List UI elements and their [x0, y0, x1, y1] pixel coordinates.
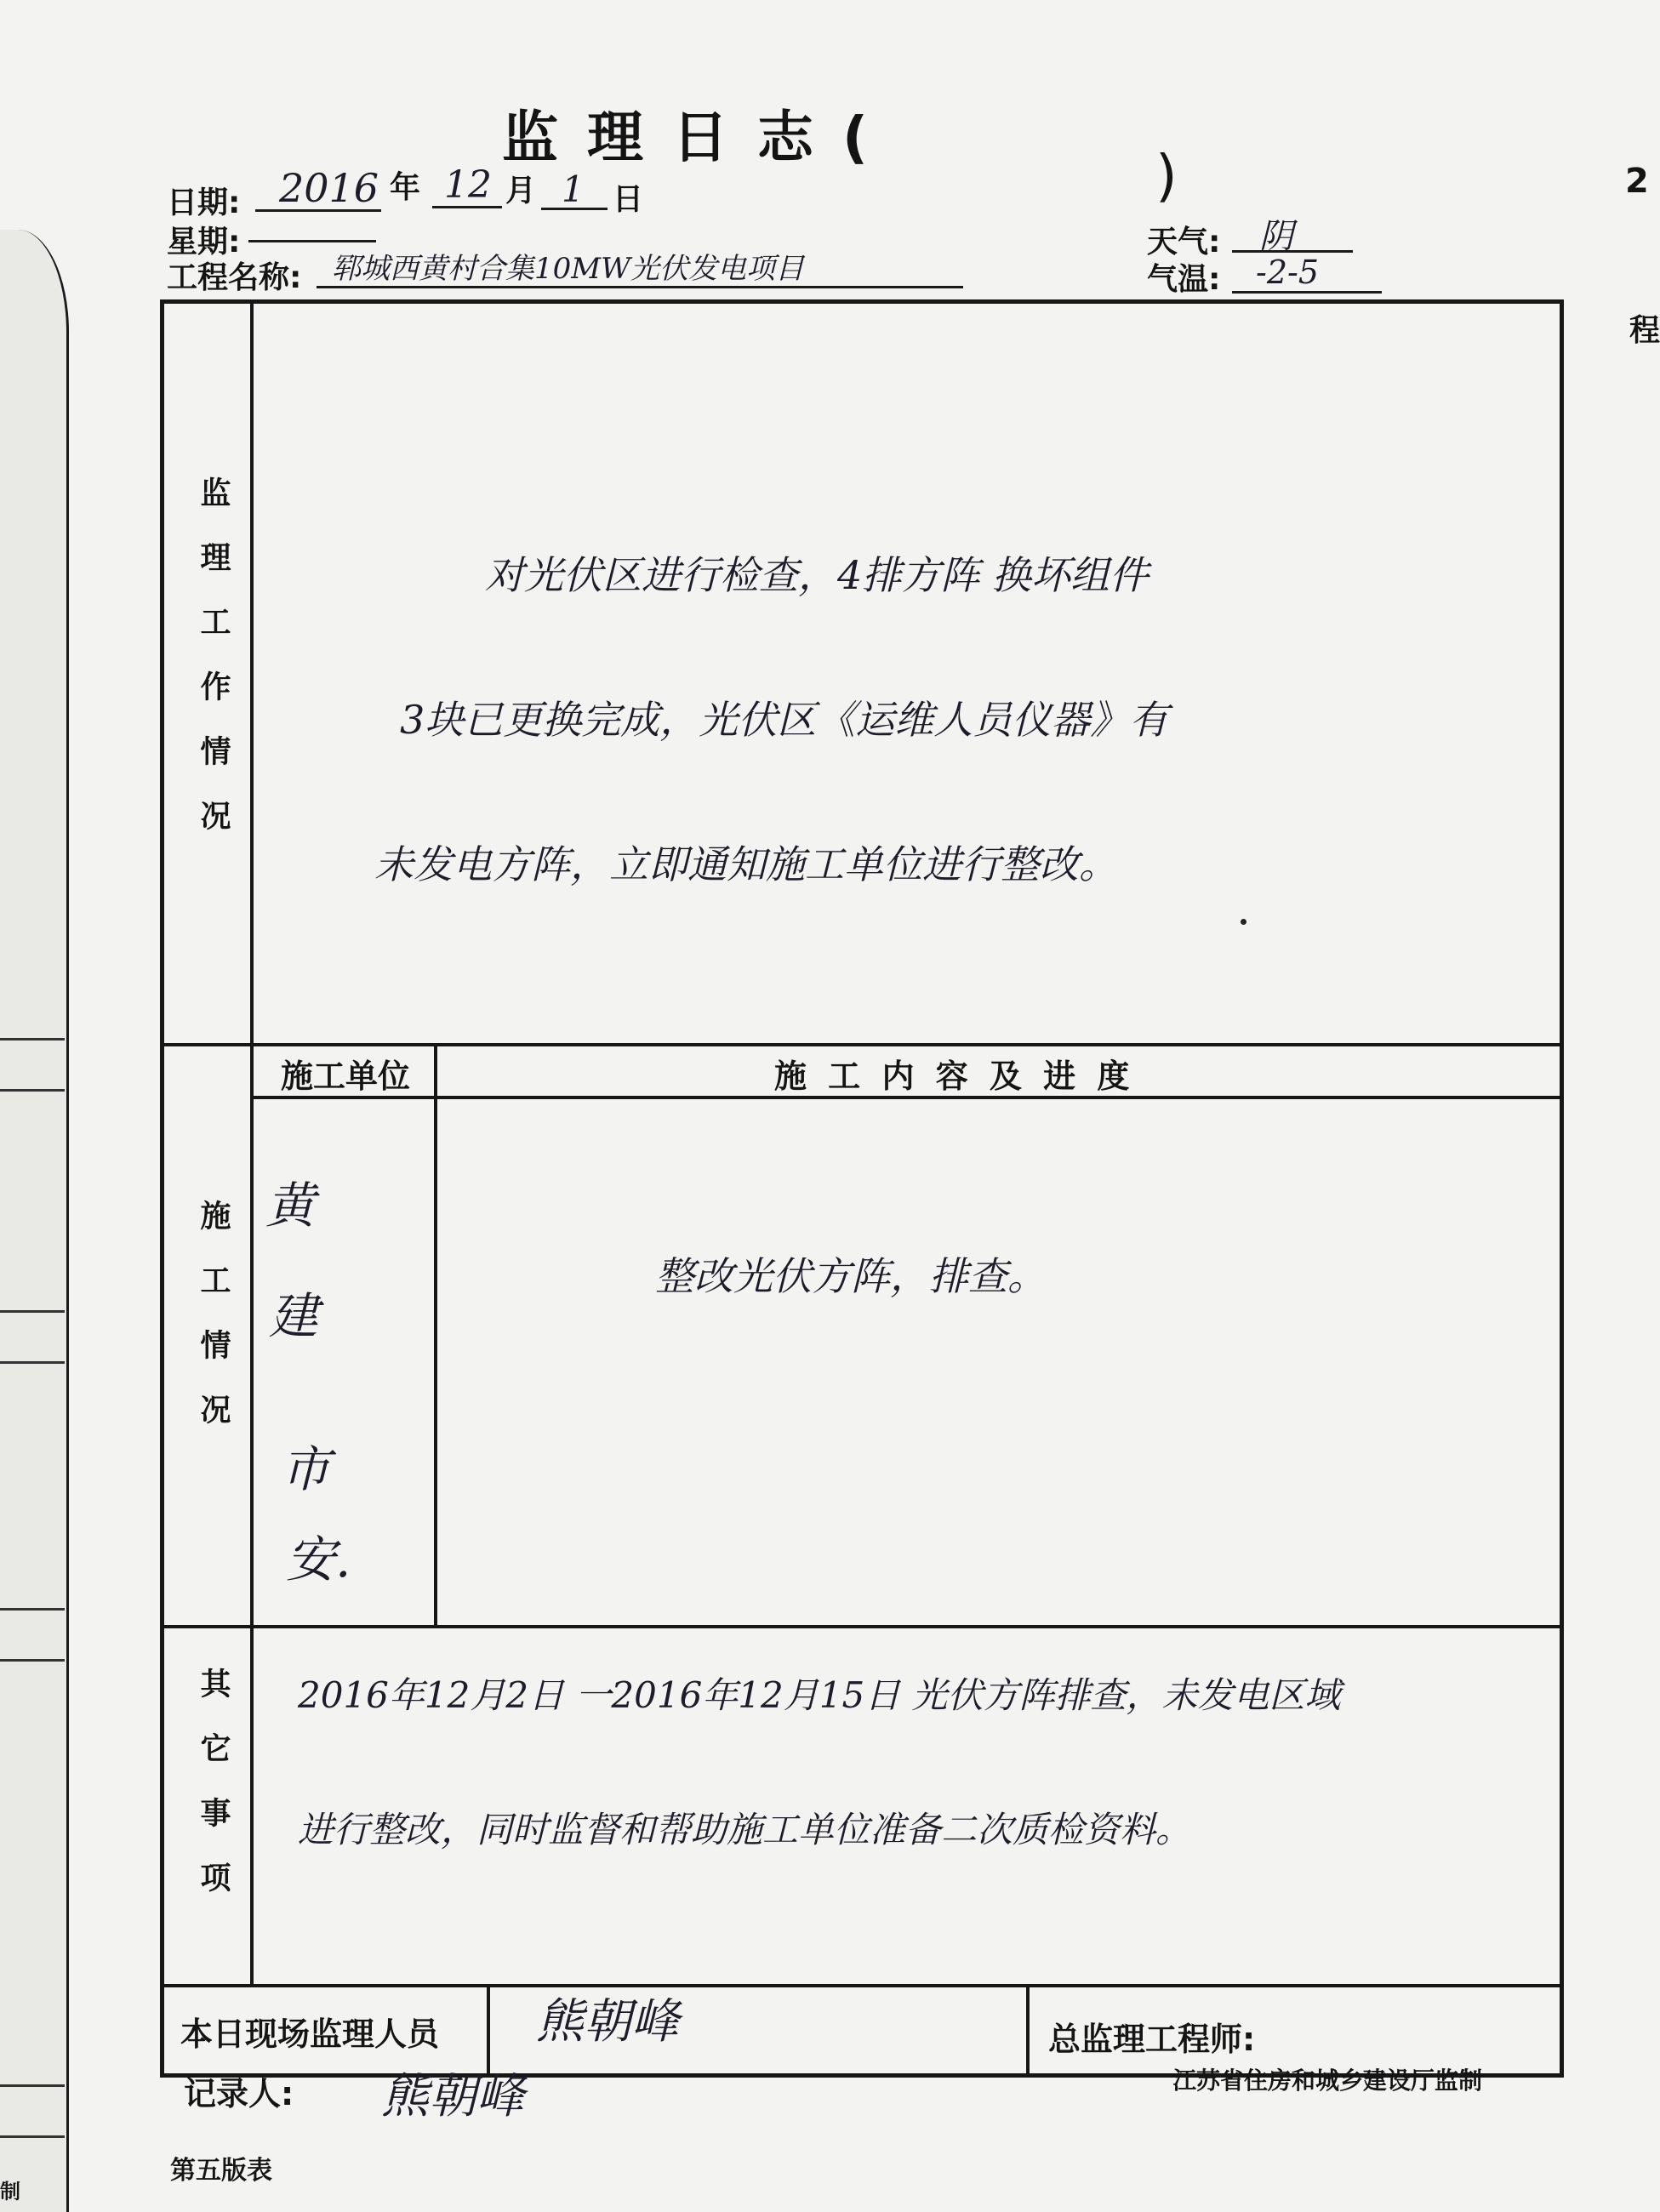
edition-label: 第五版表: [170, 2156, 272, 2186]
temperature-field: [1232, 254, 1382, 294]
date-year-field: [255, 165, 381, 212]
project-label: 工程名称:: [167, 260, 302, 295]
construction-unit-char: 安.: [286, 1531, 351, 1588]
recorder-signature: 熊朝峰: [381, 2069, 524, 2124]
temperature-value: -2-5: [1256, 254, 1320, 291]
row-divider: [162, 1043, 1562, 1046]
supervision-section-label: 监理工作情况: [196, 476, 231, 864]
supervision-line-1: 对光伏区进行检查，4排方阵 换坏组件: [485, 552, 1149, 598]
date-month: 12: [444, 163, 492, 207]
footer-divider: [1026, 1986, 1030, 2076]
construction-unit-char: 黄: [265, 1177, 316, 1234]
construction-content: 整改光伏方阵，排查。: [655, 1253, 1047, 1299]
row-divider: [162, 1625, 1562, 1628]
label-column-divider: [250, 301, 254, 1984]
month-char: 月: [505, 174, 537, 208]
construction-section-label: 施工情况: [196, 1200, 231, 1458]
onsite-staff-signature: 熊朝峰: [536, 1994, 679, 2050]
chief-engineer-label: 总监理工程师:: [1048, 2021, 1256, 2058]
adjacent-page-edge: [0, 230, 69, 2212]
supervision-line-2: 3块已更换完成，光伏区《运维人员仪器》有: [400, 697, 1169, 743]
margin-mark: 程: [1629, 313, 1660, 348]
weather-field: [1232, 209, 1353, 256]
temperature-label: 气温:: [1147, 262, 1221, 297]
recorder-label: 记录人:: [184, 2075, 294, 2112]
other-line-1: 2016年12月2日 一2016年12月15日 光伏方阵排查，未发电区域: [298, 1674, 1341, 1716]
row-divider: [162, 1984, 1562, 1987]
date-day: 1: [562, 168, 585, 210]
construction-unit-header: 施工单位: [281, 1058, 411, 1095]
corner-mark: 制: [0, 2180, 20, 2203]
weather-value: 阴: [1259, 217, 1293, 256]
other-section-label: 其它事项: [196, 1668, 231, 1926]
date-year: 2016: [279, 165, 379, 211]
year-char: 年: [390, 170, 421, 205]
onsite-staff-label: 本日现场监理人员: [180, 2015, 440, 2053]
page-title: 监理日志(: [502, 105, 898, 170]
construction-unit-char: 市: [281, 1440, 331, 1498]
issuer-stamp: 江苏省住房和城乡建设厅监制: [1172, 2067, 1483, 2095]
margin-mark: 2: [1625, 162, 1649, 201]
supervision-line-3: 未发电方阵，立即通知施工单位进行整改。: [374, 841, 1118, 887]
construction-column-divider: [434, 1045, 437, 1625]
construction-content-header: 施 工 内 容 及 进 度: [774, 1058, 1135, 1095]
title-close-paren: ): [1155, 143, 1178, 208]
construction-unit-char: 建: [269, 1287, 319, 1345]
other-line-2: 进行整改，同时监督和帮助施工单位准备二次质检资料。: [298, 1809, 1192, 1850]
date-label: 日期:: [167, 185, 241, 220]
weekday-label: 星期:: [167, 225, 241, 259]
date-day-field: [541, 168, 608, 210]
weather-label: 天气:: [1147, 225, 1221, 259]
ink-dot: [1241, 919, 1246, 925]
day-char: 日: [613, 182, 644, 217]
weekday-field: [248, 214, 376, 242]
date-month-field: [432, 163, 502, 208]
project-name: 郓城西黄村合集10MW光伏发电项目: [332, 252, 805, 286]
project-field: [317, 245, 963, 288]
